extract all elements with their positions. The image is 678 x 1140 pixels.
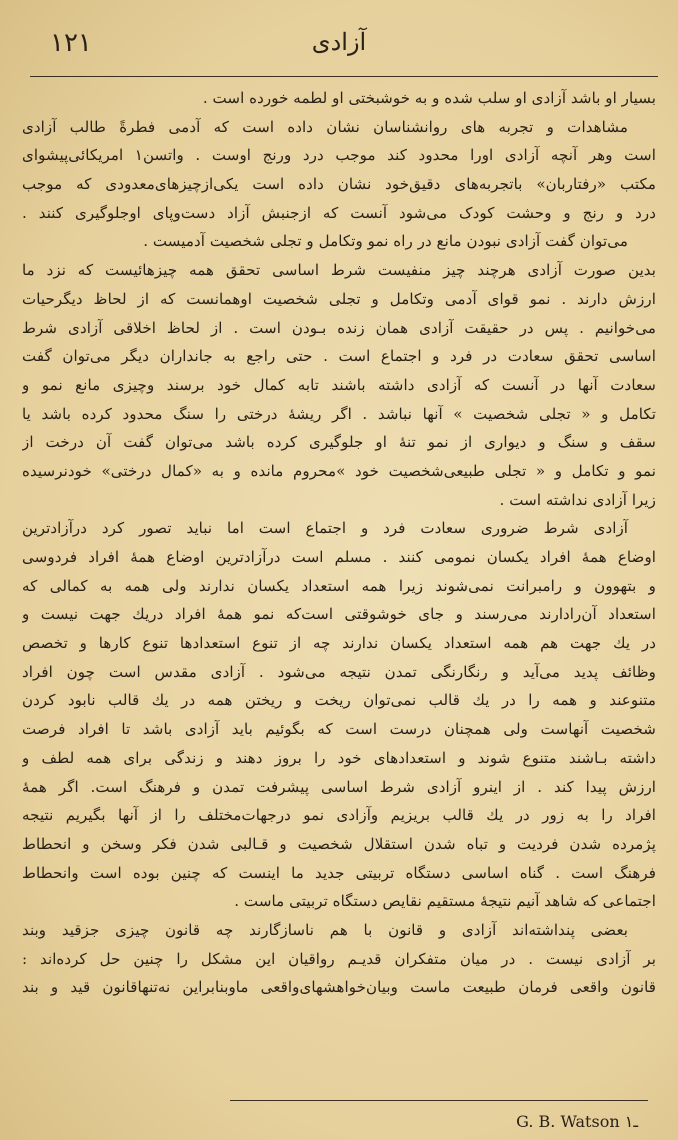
header-rule — [30, 76, 658, 77]
text-line: اساسی تحقق سعادت در فرد و اجتماع است . حتی راجع به جانداران دیگر می‌توان گفت — [22, 347, 656, 366]
text-line: پژمرده شدن فردیت و تباه شدن استقلال شخصیت و قـالبی شدن فکر وسخن و انحطاط — [22, 834, 656, 853]
text-line: آزادی شرط ضروری سعادت فرد و اجتماع است اما نباید تصور کرد درآزادترین — [22, 519, 628, 538]
text-line: ارزش پیدا کند . از اینرو آزادی شرط اساسی پیشرفت تمدن و فرهنگ است. اگر همهٔ — [22, 777, 656, 796]
text-line: شخصیت آنهاست ولی همچنان درست است که بگوئیم باید آزادی باشد تا افراد فرصت — [22, 720, 656, 739]
text-line: می‌توان گفت آزادی نبودن مانع در راه نمو وتکامل و تجلی شخصیت آدمیست . — [143, 232, 628, 251]
text-line: زیرا آزادی نداشته است . — [499, 490, 656, 509]
running-title: آزادی — [311, 28, 367, 56]
text-line: استعداد آن‌رادارند می‌رسند و جای خوشوقتی است‌که نمو همهٔ افراد دریك جهت نیست و — [22, 605, 656, 624]
text-line: می‌خوانیم . پس در حقیقت آزادی همان زنده بـودن است . از لحاظ اخلاقی آزادی شرط — [22, 318, 656, 337]
text-line: اجتماعی که شاهد آنیم نتیجهٔ مستقیم نقایص دستگاه تربیتی ماست . — [234, 892, 656, 911]
text-line: سقف و سنگ و دیواری از نمو تنهٔ او جلوگیری کرده باشد می‌توان گفت آن درخت از — [22, 433, 656, 452]
text-line: است وهر آنچه آزادی اورا محدود کند موجب درد ورنج اوست . واتسن۱ امریکائی‌پیشوای — [22, 146, 656, 165]
text-line: نمو و تکامل و « تجلی طبیعی‌شخصیت خود »محروم مانده و به «کمال درختی» خودنرسیده — [22, 461, 656, 480]
text-line: در یك جهت هم همه استعداد یکسان ندارند چه از تنوع استعدادها تنوع کارها و تخصص — [22, 634, 656, 653]
page-number: ۱۲۱ — [50, 28, 92, 58]
body-text — [22, 84, 656, 1002]
text-line: بسیار او باشد آزادی او سلب شده و به خوشبختی او لطمه خورده است . — [202, 89, 656, 107]
footnote-rule — [230, 1100, 648, 1101]
text-line: قانون واقعی فرمان طبیعت ماست وبیان‌خواهشهای‌واقعی ماوبنابراین نه‌تنهاقانون قید و بند — [22, 978, 656, 997]
footnote: G. B. Watson ـ۱ — [516, 1112, 638, 1131]
text-line: متنوعند و همه را در یك قالب نمی‌توان ریخت و ریختن همه در یك قالب نابود کردن — [22, 691, 656, 710]
text-line: وظائف پدید می‌آید و رنگارنگی تمدن نتیجه می‌شود . آزادی مقدس است چون افراد — [22, 662, 656, 681]
text-line: تکامل و « تجلی شخصیت » آنها نباشد . اگر ریشهٔ درختی را سنگ محدود کرده باشد یا — [22, 404, 656, 423]
text-line: و بتهوون و رامبرانت نمی‌شوند زیرا همه استعداد یکسان ندارند ولی همه به کمالی که — [22, 576, 656, 595]
text-line: بعضی پنداشته‌اند آزادی و قانون با هم ناسازگارند چه قانون چیزی جزقید وبند — [22, 920, 628, 939]
text-line: مشاهدات و تجربه های روانشناسان نشان داده است که آدمی فطرةً طالب آزادی — [22, 117, 628, 136]
text-line: فرهنگ است . گناه اساسی دستگاه تربیتی جدید ما اینست که چنین بوده است وانحطاط — [22, 863, 656, 882]
page-header — [40, 28, 638, 68]
text-line: درد و رنج و وحشت کودک می‌شود آنست که ازجنبش آزاد دست‌وپای اوجلوگیری کنند . — [22, 203, 656, 222]
text-line: بر آزادی نیست . در میان متفکران قدیـم رواقیان این مشکل را چنین حل کرده‌اند : — [22, 949, 656, 968]
text-line: مکتب «رفتاربان» باتجربه‌های دقیق‌خود نشان داده است یکی‌ازچیزهای‌معدودی که موجب — [22, 175, 656, 194]
text-line: بدین صورت آزادی هرچند چیز منفیست شرط اساسی تحقق همه چیزهائیست که نزد ما — [22, 261, 656, 280]
text-line: اوضاع همهٔ افراد یکسان نمومی کنند . مسلم است درآزادترین اوضاع همهٔ افراد فردوسی — [22, 548, 656, 566]
text-line: افراد را به زور در یك قالب بریزیم وآزادی نمو درجهات‌مختلف را از آنها بگیریم نتیجه — [22, 806, 656, 825]
text-line: سعادت آنها در آنست که آزادی داشته باشند تابه کمال خود برسند وچیزی مانع نمو و — [22, 375, 656, 394]
text-line: داشته بـاشند متنوع شوند و استعدادهای خود را بروز دهند و زندگی برای همه لطف و — [22, 748, 656, 767]
text-line: ارزش دارند . نمو قوای آدمی وتکامل و تجلی شخصیت اوهمانست که از لحاظ دیگرحیات — [22, 289, 656, 308]
